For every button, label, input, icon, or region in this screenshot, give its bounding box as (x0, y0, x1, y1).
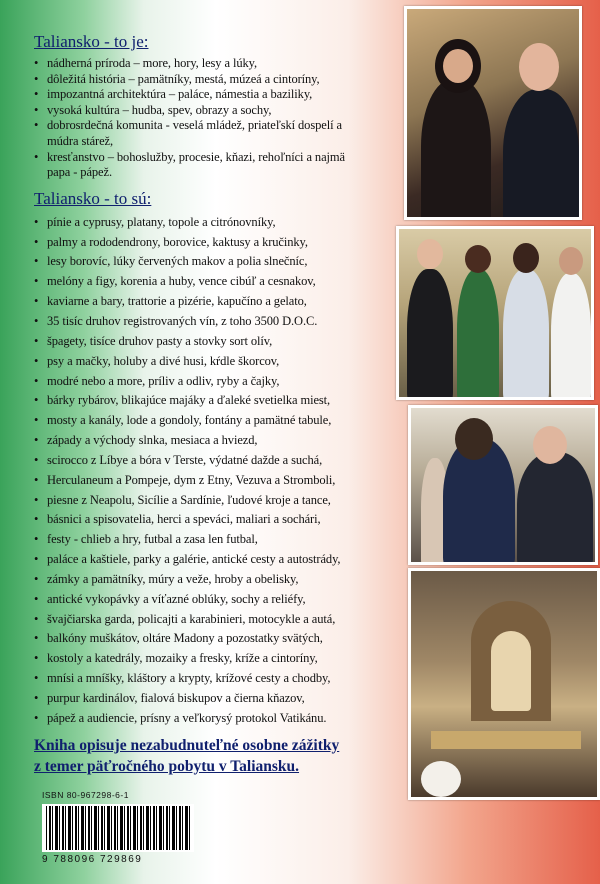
list-item: • Herculaneum a Pompeje, dym z Etny, Vezuva a Stromboli, (34, 471, 414, 491)
photo-group (396, 226, 594, 400)
section-to-su (34, 189, 414, 729)
list-item: • balkóny muškátov, oltáre Madony a pozostatky svätých, (34, 629, 414, 649)
closing-line-2: z temer päťročného pobytu v Taliansku. (34, 757, 300, 775)
list-item: • mnísi a mníšky, kláštory a krypty, krížové cesty a chodby, (34, 669, 414, 689)
barcode-block (42, 790, 194, 865)
list-item: • paláce a kaštiele, parky a galérie, antické cesty a autostrády, (34, 550, 414, 570)
list-item: • kresťanstvo – bohoslužby, procesie, kňazi, rehoľníci a najmä papa - pápež. (34, 150, 364, 181)
list-item: • nádherná príroda – more, hory, lesy a lúky, (34, 56, 414, 72)
list-item: • dôležitá história – pamätníky, mestá, múzeá a cintoríny, (34, 72, 414, 88)
isbn-label: ISBN 80-967298-6-1 (42, 790, 129, 800)
list-item: • melóny a figy, korenia a huby, vence cibúľ a cesnakov, (34, 272, 414, 292)
list-item: • purpur kardinálov, fialová biskupov a čierna kňazov, (34, 689, 414, 709)
list-item: • básnici a spisovatelia, herci a speváci, maliari a sochári, (34, 510, 414, 530)
photo-altar (408, 568, 600, 800)
list-item: • scirocco z Líbye a bóra v Terste, výdatné dažde a suchá, (34, 451, 414, 471)
list-item: • lesy borovíc, lúky červených makov a polia slnečníc, (34, 252, 414, 272)
barcode-bars (42, 804, 194, 852)
photo-couple (404, 6, 582, 220)
closing-line-1: Kniha opisuje nezabudnuteľné osobne zážitky (34, 736, 340, 754)
heading-to-je: Taliansko - to je: (34, 32, 149, 51)
list-item: • švajčiarska garda, policajti a karabinieri, motocykle a autá, (34, 610, 414, 630)
list-item: • antické vykopávky a víťazné oblúky, sochy a reliéfy, (34, 590, 414, 610)
list-item: • festy - chlieb a hry, futbal a zasa len futbal, (34, 530, 414, 550)
list-item: • modré nebo a more, príliv a odliv, ryby a čajky, (34, 372, 414, 392)
list-item: • impozantná architektúra – paláce, námestia a baziliky, (34, 87, 414, 103)
closing-statement (34, 735, 414, 777)
back-cover-text (34, 32, 414, 777)
list-item: • piesne z Neapolu, Sicílie a Sardínie, ľudové kroje a tance, (34, 491, 414, 511)
heading-to-su: Taliansko - to sú: (34, 188, 152, 208)
list-item: • pínie a cyprusy, platany, topole a citrónovníky, (34, 213, 414, 233)
ean-number: 9 788096 729869 (42, 854, 143, 865)
list-item: • zámky a pamätníky, múry a veže, hroby a obelisky, (34, 570, 414, 590)
list-item: • psy a mačky, holuby a divé husi, kŕdle škorcov, (34, 352, 414, 372)
list-item: • kostoly a katedrály, mozaiky a fresky, kríže a cintoríny, (34, 649, 414, 669)
list-item: • kaviarne a bary, trattorie a pizérie, kapučíno a gelato, (34, 292, 414, 312)
list-item: • mosty a kanály, lode a gondoly, fontány a pamätné tabule, (34, 411, 414, 431)
list-item: • vysoká kultúra – hudba, spev, obrazy a sochy, (34, 103, 414, 119)
list-item: • 35 tisíc druhov registrovaných vín, z toho 3500 D.O.C. (34, 312, 414, 332)
photo-meeting (408, 405, 598, 565)
list-item: • dobrosrdečná komunita - veselá mládež, priateľskí dospelí a múdra stárež, (34, 118, 374, 149)
list-item: • palmy a rododendrony, borovice, kaktusy a kručinky, (34, 233, 414, 253)
list-to-je (34, 56, 414, 181)
list-item: • západy a východy slnka, mesiaca a hviezd, (34, 431, 414, 451)
list-to-su (34, 213, 414, 729)
list-item: • bárky rybárov, blikajúce majáky a ďaleké svetielka miest, (34, 391, 414, 411)
list-item: • špagety, tisíce druhov pasty a stovky sort olív, (34, 332, 414, 352)
list-item: • pápež a audiencie, prísny a veľkorysý protokol Vatikánu. (34, 709, 414, 729)
